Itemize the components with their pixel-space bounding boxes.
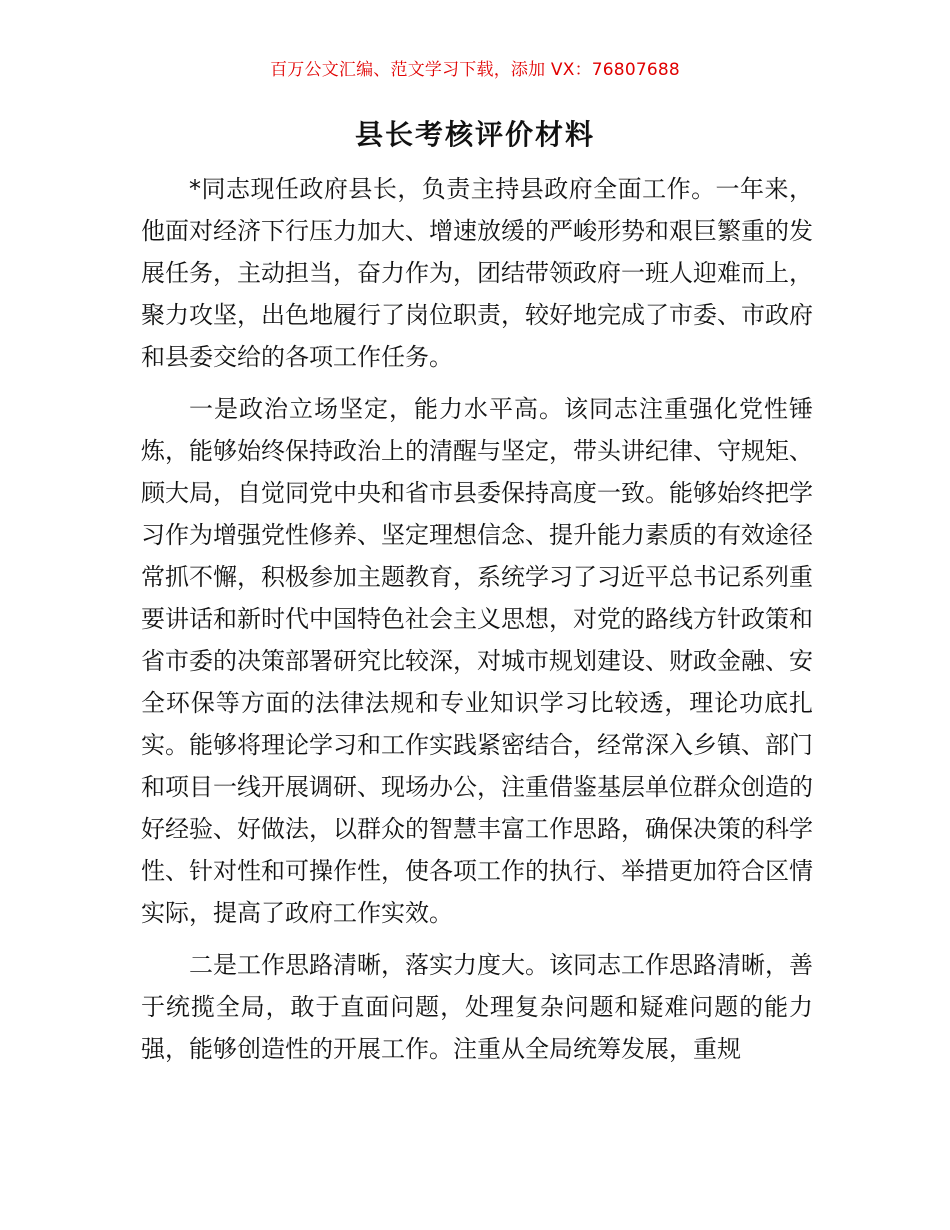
header-note: 百万公文汇编、范文学习下载，添加 VX：76807688 [270, 60, 680, 80]
document-title: 县长考核评价材料 [354, 118, 595, 151]
paragraph-political-stance: 一是政治立场坚定，能力水平高。该同志注重强化党性锤炼，能够始终保持政治上的清醒与坚定，带头讲纪律、守规矩、顾大局，自觉同党中央和省市县委保持高度一致。能够始终把学习作为增强党性修养、坚定理想信念、提升能力素质的有效途径常抓不懈，积极参加主题教育，系统学习了习近平总书记系列重要讲话和新时代中国特色社会主义思想，对党的路线方针政策和省市委的决策部署研究比较深，对城市规划建设、财政金融、安全环保等方面的法律法规和专业知识学习比较透，理论功底扎实。能够将理论学习和工作实践紧密结合，经常深入乡镇、部门和项目一线开展调研、现场办公，注重借鉴基层单位群众创造的好经验、好做法，以群众的智慧丰富工作思路，确保决策的科学性、针对性和可操作性，使各项工作的执行、举措更加符合区情实际，提高了政府工作实效。 [141, 395, 813, 927]
document-body [141, 168, 813, 1080]
paragraph-work-approach: 二是工作思路清晰，落实力度大。该同志工作思路清晰，善于统揽全局，敢于直面问题，处理复杂问题和疑难问题的能力强，能够创造性的开展工作。注重从全局统筹发展，重规 [141, 951, 813, 1063]
paragraph-intro: *同志现任政府县长，负责主持县政府全面工作。一年来，他面对经济下行压力加大、增速放缓的严峻形势和艰巨繁重的发展任务，主动担当，奋力作为，团结带领政府一班人迎难而上，聚力攻坚，出色地履行了岗位职责，较好地完成了市委、市政府和县委交给的各项工作任务。 [141, 175, 813, 371]
